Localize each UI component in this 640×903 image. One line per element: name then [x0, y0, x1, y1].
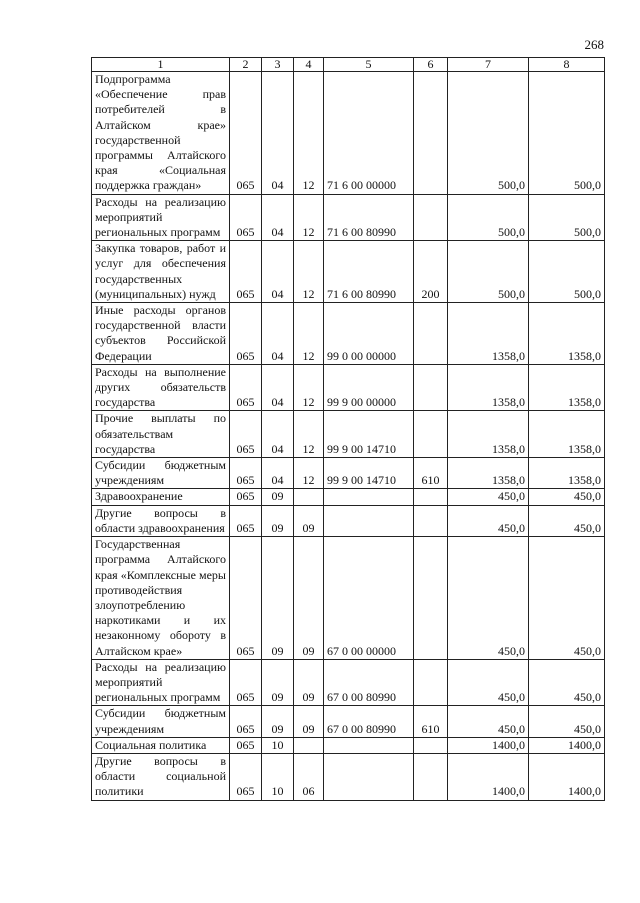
table-row [92, 241, 605, 303]
row-section-cell: 10 [262, 737, 294, 753]
table-header-row [92, 58, 605, 72]
row-amount-cell: 450,0 [448, 706, 529, 737]
row-target-article-cell: 71 6 00 80990 [324, 194, 414, 241]
table-body [92, 72, 605, 801]
row-subsection-cell: 12 [294, 72, 324, 195]
row-amount-cell: 450,0 [529, 489, 605, 505]
row-expense-type-cell [414, 737, 448, 753]
row-amount-cell: 450,0 [448, 537, 529, 660]
row-code-cell: 065 [230, 364, 262, 411]
row-amount-cell: 500,0 [529, 241, 605, 303]
row-code-cell: 065 [230, 753, 262, 800]
row-target-article-cell: 67 0 00 80990 [324, 706, 414, 737]
row-expense-type-cell [414, 753, 448, 800]
row-code-cell: 065 [230, 659, 262, 706]
row-section-cell: 04 [262, 72, 294, 195]
column-header: 3 [262, 58, 294, 72]
row-expense-type-cell [414, 364, 448, 411]
row-subsection-cell: 12 [294, 458, 324, 489]
row-code-cell: 065 [230, 303, 262, 365]
row-amount-cell: 1358,0 [448, 303, 529, 365]
row-amount-cell: 500,0 [529, 194, 605, 241]
row-section-cell: 04 [262, 241, 294, 303]
row-code-cell: 065 [230, 458, 262, 489]
row-subsection-cell: 12 [294, 411, 324, 458]
row-name-cell: Закупка товаров, работ и услуг для обеспечения государственных (муниципальных) нужд [92, 241, 230, 303]
row-amount-cell: 1400,0 [529, 737, 605, 753]
row-target-article-cell: 99 9 00 14710 [324, 411, 414, 458]
row-amount-cell: 1358,0 [529, 458, 605, 489]
row-amount-cell: 450,0 [448, 489, 529, 505]
row-target-article-cell: 67 0 00 80990 [324, 659, 414, 706]
row-name-cell: Здравоохранение [92, 489, 230, 505]
table-row [92, 706, 605, 737]
row-amount-cell: 1358,0 [448, 458, 529, 489]
row-subsection-cell: 09 [294, 706, 324, 737]
row-amount-cell: 1358,0 [448, 364, 529, 411]
row-section-cell: 04 [262, 303, 294, 365]
row-code-cell: 065 [230, 706, 262, 737]
row-target-article-cell: 99 0 00 00000 [324, 303, 414, 365]
row-expense-type-cell [414, 194, 448, 241]
row-subsection-cell: 09 [294, 659, 324, 706]
row-expense-type-cell [414, 411, 448, 458]
table-row [92, 194, 605, 241]
row-section-cell: 10 [262, 753, 294, 800]
row-name-cell: Государственная программа Алтайского края «Комплексные меры противодействия злоупотреблению наркотиками и их незаконному обороту в Алтайском крае» [92, 537, 230, 660]
row-expense-type-cell [414, 489, 448, 505]
table-row [92, 505, 605, 536]
row-name-cell: Субсидии бюджетным учреждениям [92, 706, 230, 737]
row-amount-cell: 450,0 [448, 659, 529, 706]
column-header: 8 [529, 58, 605, 72]
row-amount-cell: 500,0 [448, 194, 529, 241]
column-header: 7 [448, 58, 529, 72]
row-target-article-cell: 71 6 00 00000 [324, 72, 414, 195]
row-subsection-cell [294, 737, 324, 753]
row-amount-cell: 1358,0 [448, 411, 529, 458]
row-section-cell: 04 [262, 194, 294, 241]
row-expense-type-cell: 610 [414, 706, 448, 737]
row-target-article-cell: 71 6 00 80990 [324, 241, 414, 303]
row-amount-cell: 450,0 [529, 537, 605, 660]
row-amount-cell: 450,0 [529, 706, 605, 737]
row-subsection-cell: 12 [294, 194, 324, 241]
row-name-cell: Расходы на реализацию мероприятий региональных программ [92, 659, 230, 706]
row-subsection-cell [294, 489, 324, 505]
row-name-cell: Субсидии бюджетным учреждениям [92, 458, 230, 489]
row-amount-cell: 1400,0 [529, 753, 605, 800]
row-amount-cell: 450,0 [529, 505, 605, 536]
row-expense-type-cell [414, 72, 448, 195]
table-row [92, 737, 605, 753]
table-row [92, 364, 605, 411]
row-amount-cell: 1358,0 [529, 411, 605, 458]
budget-table [91, 57, 605, 801]
row-name-cell: Расходы на реализацию мероприятий региональных программ [92, 194, 230, 241]
column-header: 4 [294, 58, 324, 72]
page-number: 268 [584, 37, 604, 52]
row-amount-cell: 1358,0 [529, 364, 605, 411]
row-amount-cell: 450,0 [529, 659, 605, 706]
row-expense-type-cell [414, 537, 448, 660]
row-name-cell: Расходы на выполнение других обязательств государства [92, 364, 230, 411]
row-code-cell: 065 [230, 505, 262, 536]
row-name-cell: Другие вопросы в области здравоохранения [92, 505, 230, 536]
row-expense-type-cell: 610 [414, 458, 448, 489]
row-target-article-cell: 99 9 00 14710 [324, 458, 414, 489]
row-name-cell: Социальная политика [92, 737, 230, 753]
table-row [92, 411, 605, 458]
row-section-cell: 09 [262, 659, 294, 706]
row-amount-cell: 500,0 [448, 72, 529, 195]
row-section-cell: 04 [262, 411, 294, 458]
row-amount-cell: 1358,0 [529, 303, 605, 365]
row-expense-type-cell [414, 505, 448, 536]
column-header: 1 [92, 58, 230, 72]
row-amount-cell: 500,0 [448, 241, 529, 303]
row-section-cell: 04 [262, 458, 294, 489]
row-section-cell: 04 [262, 364, 294, 411]
table-row [92, 303, 605, 365]
row-code-cell: 065 [230, 537, 262, 660]
table-row [92, 659, 605, 706]
row-code-cell: 065 [230, 72, 262, 195]
row-code-cell: 065 [230, 411, 262, 458]
row-subsection-cell: 06 [294, 753, 324, 800]
row-subsection-cell: 12 [294, 241, 324, 303]
row-target-article-cell [324, 489, 414, 505]
row-name-cell: Подпрограмма «Обеспечение прав потребителей в Алтайском крае» государственной программы Алтайского края «Социальная поддержка граждан» [92, 72, 230, 195]
row-section-cell: 09 [262, 706, 294, 737]
row-section-cell: 09 [262, 489, 294, 505]
row-target-article-cell: 99 9 00 00000 [324, 364, 414, 411]
row-expense-type-cell [414, 659, 448, 706]
row-section-cell: 09 [262, 505, 294, 536]
row-amount-cell: 500,0 [529, 72, 605, 195]
row-target-article-cell [324, 753, 414, 800]
row-target-article-cell: 67 0 00 00000 [324, 537, 414, 660]
row-section-cell: 09 [262, 537, 294, 660]
table-row [92, 489, 605, 505]
table-row [92, 458, 605, 489]
row-name-cell: Иные расходы органов государственной власти субъектов Российской Федерации [92, 303, 230, 365]
row-expense-type-cell: 200 [414, 241, 448, 303]
column-header: 2 [230, 58, 262, 72]
row-code-cell: 065 [230, 489, 262, 505]
table-row [92, 537, 605, 660]
row-subsection-cell: 09 [294, 505, 324, 536]
row-target-article-cell [324, 737, 414, 753]
row-code-cell: 065 [230, 194, 262, 241]
row-amount-cell: 1400,0 [448, 737, 529, 753]
row-subsection-cell: 12 [294, 364, 324, 411]
row-name-cell: Прочие выплаты по обязательствам государства [92, 411, 230, 458]
row-code-cell: 065 [230, 241, 262, 303]
table-row [92, 72, 605, 195]
row-subsection-cell: 12 [294, 303, 324, 365]
column-header: 5 [324, 58, 414, 72]
row-subsection-cell: 09 [294, 537, 324, 660]
row-amount-cell: 450,0 [448, 505, 529, 536]
row-name-cell: Другие вопросы в области социальной политики [92, 753, 230, 800]
row-target-article-cell [324, 505, 414, 536]
row-amount-cell: 1400,0 [448, 753, 529, 800]
table-row [92, 753, 605, 800]
row-code-cell: 065 [230, 737, 262, 753]
row-expense-type-cell [414, 303, 448, 365]
column-header: 6 [414, 58, 448, 72]
